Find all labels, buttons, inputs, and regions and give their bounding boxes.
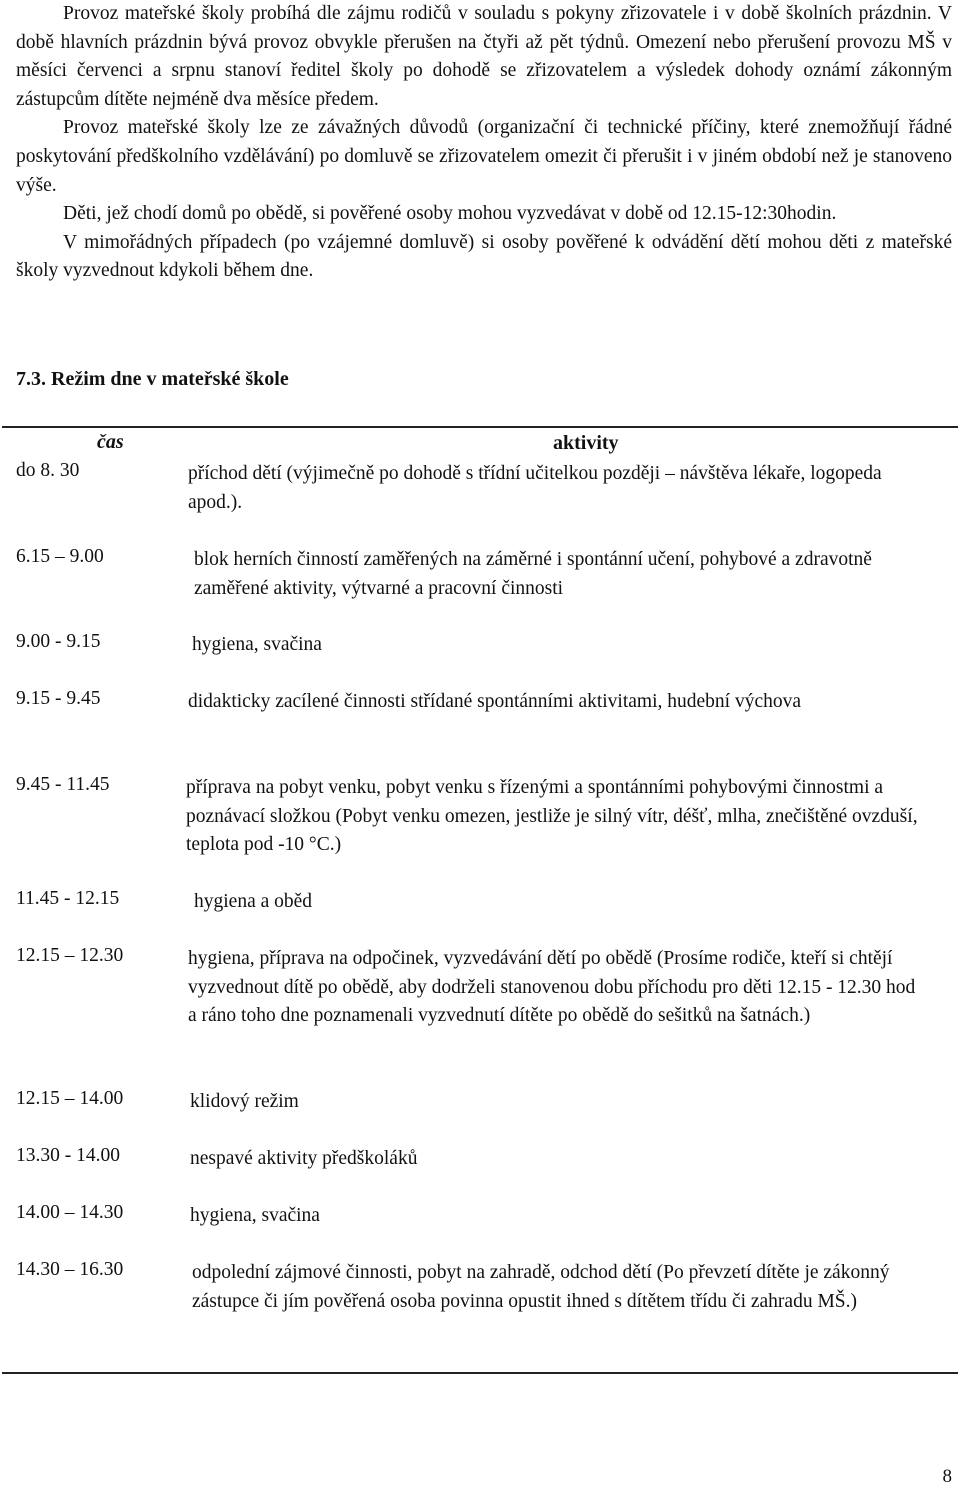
schedule-activity: hygiena, svačina <box>190 1205 320 1226</box>
schedule-time: 14.30 – 16.30 <box>16 1259 124 1280</box>
schedule-activity: hygiena, příprava na odpočinek, vyzvedávání dětí po obědě (Prosíme rodiče, kteří si chtějí vyzvednout dítě po obědě, aby dodrželi stanovenou dobu příchodu pro děti 12.15 - 12.30 hod a ráno toho dne poznamenali vyzvednutí dítěte po obědě do sešitků na šatnách.) <box>188 948 916 1027</box>
schedule-activity: příchod dětí (výjimečně po dohodě s třídní učitelkou později – návštěva lékaře, logopeda apod.). <box>188 463 882 513</box>
paragraph-operation-restriction: Provoz mateřské školy lze ze závažných důvodů (organizační či technické příčiny, které znemožňují řádné poskytování předškolního vzdělávání) po domluvě se zřizovatelem omezit či přerušit i v jiném období než je stanoveno výše. <box>16 117 952 196</box>
schedule-time: 9.00 - 9.15 <box>16 631 101 652</box>
schedule-time: 9.45 - 11.45 <box>16 774 110 795</box>
schedule-time: 6.15 – 9.00 <box>16 546 104 567</box>
section-heading: 7.3. Režim dne v mateřské škole <box>16 368 289 390</box>
paragraph-exceptional-pickup: V mimořádných případech (po vzájemné domluvě) si osoby pověřené k odvádění dětí mohou děti z mateřské školy vyzvednout kdykoli během dne. <box>16 231 952 282</box>
schedule-activity: klidový režim <box>190 1091 299 1112</box>
table-bottom-rule <box>2 1372 958 1374</box>
schedule-activity: didakticky zacílené činnosti střídané spontánními aktivitami, hudební výchova <box>188 691 802 712</box>
schedule-activity: hygiena, svačina <box>192 634 322 655</box>
document-body <box>16 0 952 286</box>
schedule-time: 12.15 – 12.30 <box>16 945 124 966</box>
schedule-activity: hygiena a oběd <box>194 891 313 912</box>
column-header-activities: aktivity <box>553 432 619 454</box>
schedule-time: 12.15 – 14.00 <box>16 1088 124 1109</box>
schedule-activity: nespavé aktivity předškoláků <box>190 1148 418 1169</box>
schedule-time: 11.45 - 12.15 <box>16 888 120 909</box>
schedule-time: do 8. 30 <box>16 460 80 481</box>
table-top-rule <box>2 426 958 428</box>
paragraph-pickup-after-lunch: Děti, jež chodí domů po obědě, si pověřené osoby mohou vyzvedávat v době od 12.15-12:30hodin. <box>63 203 837 225</box>
column-header-time: čas <box>97 431 124 453</box>
schedule-activity: odpolední zájmové činnosti, pobyt na zahradě, odchod dětí (Po převzetí dítěte je zákonný zástupce či jím pověřená osoba povinna opustit ihned s dítětem třídu či zahradu MŠ.) <box>192 1262 890 1312</box>
page-number: 8 <box>942 1466 952 1487</box>
schedule-time: 13.30 - 14.00 <box>16 1145 120 1166</box>
schedule-activity: příprava na pobyt venku, pobyt venku s řízenými a spontánními pohybovými činnostmi a poznávací složkou (Pobyt venku omezen, jestliže je silný vítr, déšť, mlha, znečištěné ovzduší, teplota pod -10 °C.) <box>186 777 918 856</box>
schedule-time: 9.15 - 9.45 <box>16 688 101 709</box>
schedule-activity: blok herních činností zaměřených na záměrné i spontánní učení, pohybové a zdravotně zaměřené aktivity, výtvarné a pracovní činnosti <box>194 549 872 599</box>
schedule-time: 14.00 – 14.30 <box>16 1202 124 1223</box>
paragraph-holiday-operation: Provoz mateřské školy probíhá dle zájmu rodičů v souladu s pokyny zřizovatele i v době školních prázdnin. V době hlavních prázdnin bývá provoz obvykle přerušen na čtyři až pět týdnů. Omezení nebo přerušení provozu MŠ v měsíci červenci a srpnu stanoví ředitel školy po dohodě se zřizovatelem a výsledek dohody oznámí zákonným zástupcům dítěte nejméně dva měsíce předem. <box>16 3 952 110</box>
